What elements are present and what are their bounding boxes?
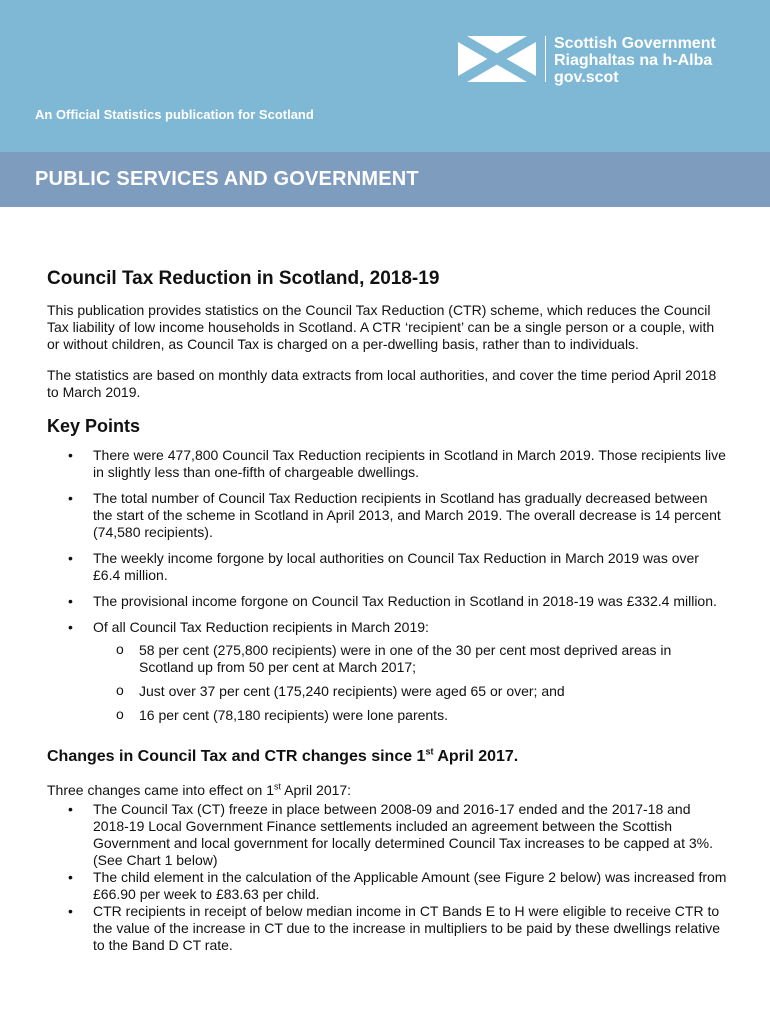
changes-intro <box>47 782 727 799</box>
list-item <box>93 707 727 724</box>
saltire-flag-icon <box>458 36 536 82</box>
logo-divider <box>545 36 546 82</box>
document-body <box>47 268 727 954</box>
sub-point-text: 16 per cent (78,180 recipients) were lone parents. <box>139 707 448 723</box>
key-point-text: The weekly income forgone by local authorities on Council Tax Reduction in March 2019 was over £6.4 million. <box>93 550 699 583</box>
changes-heading-tail: April 2017. <box>433 748 519 765</box>
key-point-text: There were 477,800 Council Tax Reduction recipients in Scotland in March 2019. Those recipients live in slightly less than one-fifth of chargeable dwellings. <box>93 447 726 480</box>
list-item <box>47 801 727 869</box>
bullet-icon: • <box>68 550 73 566</box>
list-item <box>47 490 727 541</box>
key-point-text: Of all Council Tax Reduction recipients in March 2019: <box>93 619 429 635</box>
sub-point-text: Just over 37 per cent (175,240 recipients) were aged 65 or over; and <box>139 683 565 699</box>
intro-paragraph-1: This publication provides statistics on the Council Tax Reduction (CTR) scheme, which reduces the Council Tax liability of low income households in Scotland. A CTR ‘recipient’ can be a single person or a couple, with or without children, as Council Tax is charged on a per-dwelling basis, rather than to individuals. <box>47 302 715 352</box>
sub-point-text: 58 per cent (275,800 recipients) were in one of the 30 per cent most deprived areas in Scotland up from 50 per cent at March 2017; <box>139 642 672 675</box>
bullet-icon: • <box>68 447 73 463</box>
key-points-list <box>47 447 727 724</box>
sub-bullet-icon: o <box>116 641 124 657</box>
list-item <box>93 683 727 700</box>
bullet-icon: • <box>68 490 73 506</box>
change-text: CTR recipients in receipt of below median income in CT Bands E to H were eligible to receive CTR to the value of the increase in CT due to the increase in multipliers to be paid by these dwellings relative to the Band D CT rate. <box>93 903 720 953</box>
brand-wordmark[interactable] <box>554 35 716 86</box>
sub-points-list <box>93 642 727 724</box>
bullet-icon: • <box>68 801 73 817</box>
list-item <box>47 903 727 954</box>
list-item <box>47 619 727 724</box>
official-statistics-label: An Official Statistics publication for Scotland <box>35 107 314 122</box>
intro-paragraph-2: The statistics are based on monthly data extracts from local authorities, and cover the time period April 2018 to March 2019. <box>47 367 717 400</box>
changes-intro-sup: st <box>274 781 282 792</box>
changes-heading <box>47 746 727 768</box>
bullet-icon: • <box>68 619 73 635</box>
list-item <box>47 593 727 610</box>
bullet-icon: • <box>68 903 73 919</box>
changes-list <box>47 801 727 954</box>
brand-name-english: Scottish Government <box>554 35 716 52</box>
sub-bullet-icon: o <box>116 682 124 698</box>
brand-url: gov.scot <box>554 69 619 86</box>
sub-bullet-icon: o <box>116 706 124 722</box>
changes-intro-text: Three changes came into effect on 1 <box>47 782 274 798</box>
change-text: The Council Tax (CT) freeze in place between 2008-09 and 2016-17 ended and the 2017-18 and 2018-19 Local Government Finance settlements included an agreement between the Scottish Government and local government for locally determined Council Tax increases to be capped at 3%. (See Chart 1 below) <box>93 801 713 868</box>
list-item <box>47 550 727 584</box>
list-item <box>47 869 727 903</box>
list-item <box>47 447 727 481</box>
changes-heading-text: Changes in Council Tax and CTR changes since 1 <box>47 748 426 765</box>
document-title: Council Tax Reduction in Scotland, 2018-19 <box>47 268 440 289</box>
key-points-heading: Key Points <box>47 416 141 436</box>
bullet-icon: • <box>68 593 73 609</box>
bullet-icon: • <box>68 869 73 885</box>
changes-intro-tail: April 2017: <box>281 782 352 798</box>
key-point-text: The provisional income forgone on Council Tax Reduction in Scotland in 2018-19 was £332.4 million. <box>93 593 717 609</box>
change-text: The child element in the calculation of the Applicable Amount (see Figure 2 below) was increased from £66.90 per week to £83.63 per child. <box>93 869 727 902</box>
changes-heading-sup: st <box>425 746 434 757</box>
brand-name-gaelic: Riaghaltas na h-Alba <box>554 52 713 69</box>
list-item <box>93 642 727 676</box>
key-point-text: The total number of Council Tax Reduction recipients in Scotland has gradually decreased between the start of the scheme in Scotland in April 2013, and March 2019. The overall decrease is 14 percent (74,580 recipients). <box>93 490 721 540</box>
section-title: PUBLIC SERVICES AND GOVERNMENT <box>35 168 419 190</box>
